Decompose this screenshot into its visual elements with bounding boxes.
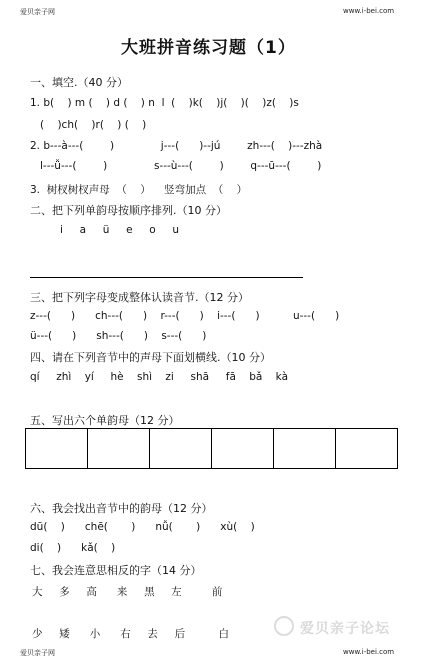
answer-cell bbox=[274, 429, 336, 468]
footer-site-name: 爱贝亲子网 bbox=[20, 649, 55, 657]
section2-heading: 二、把下列单韵母按顺序排列.（10 分） bbox=[30, 204, 227, 217]
section3-line2: ü---( ) sh---( ) s---( ) bbox=[30, 330, 207, 342]
section1-line1: 1. b( ) m ( ) d ( ) n l ( )k( )j( )( )z( )s bbox=[30, 97, 299, 109]
section7-row1: 大 多 高 来 黑 左 前 bbox=[32, 586, 223, 598]
header-site-name: 爱贝亲子网 bbox=[20, 8, 55, 16]
section4-heading: 四、请在下列音节中的声母下面划横线.（10 分） bbox=[30, 351, 271, 364]
section6-heading: 六、我会找出音节中的韵母（12 分） bbox=[30, 502, 213, 515]
section1-line2: ( )ch( )r( ) ( ) bbox=[30, 119, 147, 131]
answer-cell bbox=[212, 429, 274, 468]
section3-line1: z---( ) ch---( ) r---( ) i---( ) u---( ) bbox=[30, 310, 340, 322]
answer-grid bbox=[25, 428, 398, 469]
section3-heading: 三、把下列字母变成整体认读音节.（12 分） bbox=[30, 291, 249, 304]
answer-cell bbox=[336, 429, 397, 468]
section1-line4: l---ǚ---( ) s---ù---( ) q---ū---( ) bbox=[30, 160, 322, 172]
section6-line1: dū( ) chē( ) nǚ( ) xù( ) bbox=[30, 521, 255, 533]
watermark-text: 爱贝亲子论坛 bbox=[300, 621, 390, 637]
answer-cell bbox=[26, 429, 88, 468]
section1-line5: 3. 树杈树杈声母 （ ） 竖弯加点 （ ） bbox=[30, 184, 248, 196]
answer-line bbox=[30, 277, 303, 278]
page-title: 大班拼音练习题（1） bbox=[121, 38, 296, 58]
footer-site-url: www.i-bei.com bbox=[343, 648, 395, 656]
section4-syllables: qí zhì yí hè shì zi shā fā bǎ kà bbox=[30, 371, 289, 383]
section6-line2: di( ) kǎ( ) bbox=[30, 542, 116, 554]
section7-heading: 七、我会连意思相反的字（14 分） bbox=[30, 564, 202, 577]
header-site-url: www.i-bei.com bbox=[343, 7, 395, 15]
answer-cell bbox=[88, 429, 150, 468]
section5-heading: 五、写出六个单韵母（12 分） bbox=[30, 414, 180, 427]
section1-line3: 2. b---à---( ) j---( )--jú zh---( )---zhà bbox=[30, 140, 323, 152]
watermark-logo-icon bbox=[274, 616, 294, 636]
section7-row2: 少 矮 小 右 去 后 白 bbox=[32, 628, 229, 640]
section2-letters: i a ü e o u bbox=[60, 224, 179, 236]
section1-heading: 一、填空.（40 分） bbox=[30, 76, 128, 89]
answer-cell bbox=[150, 429, 212, 468]
